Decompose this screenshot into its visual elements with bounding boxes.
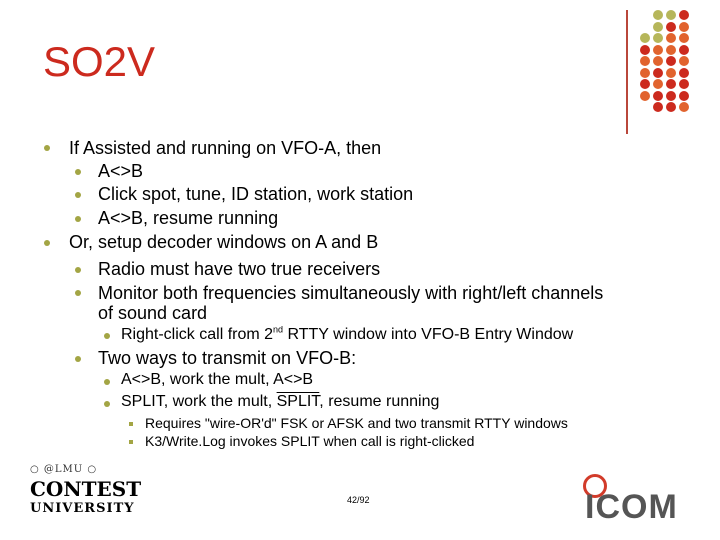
decorative-dot — [666, 22, 676, 32]
text-part: , resume running — [319, 393, 440, 410]
bullet-text: Monitor both frequencies simultaneously with right/left channels — [98, 283, 604, 303]
bullet-text — [121, 326, 573, 344]
text-part: RTTY window into VFO-B Entry Window — [283, 326, 574, 343]
decorative-dot — [679, 102, 689, 112]
decorative-dot — [640, 56, 650, 66]
text-part: Right-click call from 2 — [121, 326, 274, 343]
bullet-icon — [75, 216, 81, 222]
decorative-dot — [679, 45, 689, 55]
decorative-dot — [666, 79, 676, 89]
bullet-text: If Assisted and running on VFO-A, then — [69, 138, 382, 158]
bullet-text: A<>B, resume running — [98, 208, 279, 228]
decorative-dot — [653, 10, 663, 20]
bullet-text: Click spot, tune, ID station, work station — [98, 184, 414, 204]
icom-wordmark: ICOM — [585, 488, 678, 526]
bullet-text: Requires "wire-OR'd" FSK or AFSK and two transmit RTTY windows — [145, 415, 568, 431]
bullet-icon — [44, 240, 50, 246]
bullet-text: Or, setup decoder windows on A and B — [69, 232, 379, 252]
decorative-vertical-line — [626, 10, 628, 134]
decorative-dot — [679, 79, 689, 89]
decorative-dot — [679, 91, 689, 101]
logo-word-university: UNIVERSITY — [30, 501, 135, 516]
decorative-dot — [653, 91, 663, 101]
bullet-text: A<>B — [98, 161, 144, 181]
bullet-text: K3/Write.Log invokes SPLIT when call is right-clicked — [145, 433, 475, 449]
decorative-dot — [653, 68, 663, 78]
bullet-text: Radio must have two true receivers — [98, 259, 381, 279]
superscript: nd — [273, 324, 284, 335]
decorative-dot — [640, 79, 650, 89]
decorative-dot — [666, 33, 676, 43]
decorative-dot — [666, 68, 676, 78]
bullet-icon — [104, 379, 110, 385]
bullet-icon — [129, 422, 133, 426]
decorative-dot — [679, 33, 689, 43]
decorative-dot — [653, 33, 663, 43]
bullet-icon — [104, 333, 110, 339]
decorative-dot — [666, 10, 676, 20]
decorative-dot — [653, 102, 663, 112]
bullet-text: A<>B, work the mult, A<>B — [121, 371, 314, 388]
page-number: 42/92 — [347, 495, 370, 505]
decorative-dot — [640, 68, 650, 78]
bullet-icon — [44, 145, 50, 151]
logo-tagline: ○ @LMU ○ — [30, 464, 98, 475]
decorative-dot — [653, 22, 663, 32]
text-part: SPLIT, work the mult, — [121, 393, 277, 410]
slide-title: SO2V — [43, 38, 156, 85]
decorative-dot — [679, 56, 689, 66]
decorative-dot — [666, 56, 676, 66]
contest-university-logo — [30, 464, 141, 516]
bullet-text — [121, 393, 439, 411]
decorative-dot — [666, 91, 676, 101]
text-overlined: SPLIT — [276, 393, 320, 410]
bullet-text-continued: of sound card — [98, 303, 208, 323]
decorative-dot — [679, 22, 689, 32]
bullet-icon — [75, 356, 81, 362]
bullet-icon — [75, 192, 81, 198]
logo-word-contest: CONTEST — [30, 477, 142, 501]
decorative-dot — [666, 102, 676, 112]
decorative-dot — [679, 10, 689, 20]
decorative-dot — [640, 33, 650, 43]
bullet-icon — [104, 401, 110, 407]
bullet-icon — [75, 267, 81, 273]
bullet-icon — [75, 290, 81, 296]
bullet-icon — [75, 169, 81, 175]
bullet-icon — [129, 440, 133, 444]
decorative-dot — [653, 79, 663, 89]
decorative-dot — [679, 68, 689, 78]
decorative-dot — [640, 45, 650, 55]
decorative-dot — [640, 91, 650, 101]
decorative-dot — [666, 45, 676, 55]
decorative-dot — [653, 45, 663, 55]
bullet-text: Two ways to transmit on VFO-B: — [98, 348, 357, 368]
decorative-dot — [653, 56, 663, 66]
